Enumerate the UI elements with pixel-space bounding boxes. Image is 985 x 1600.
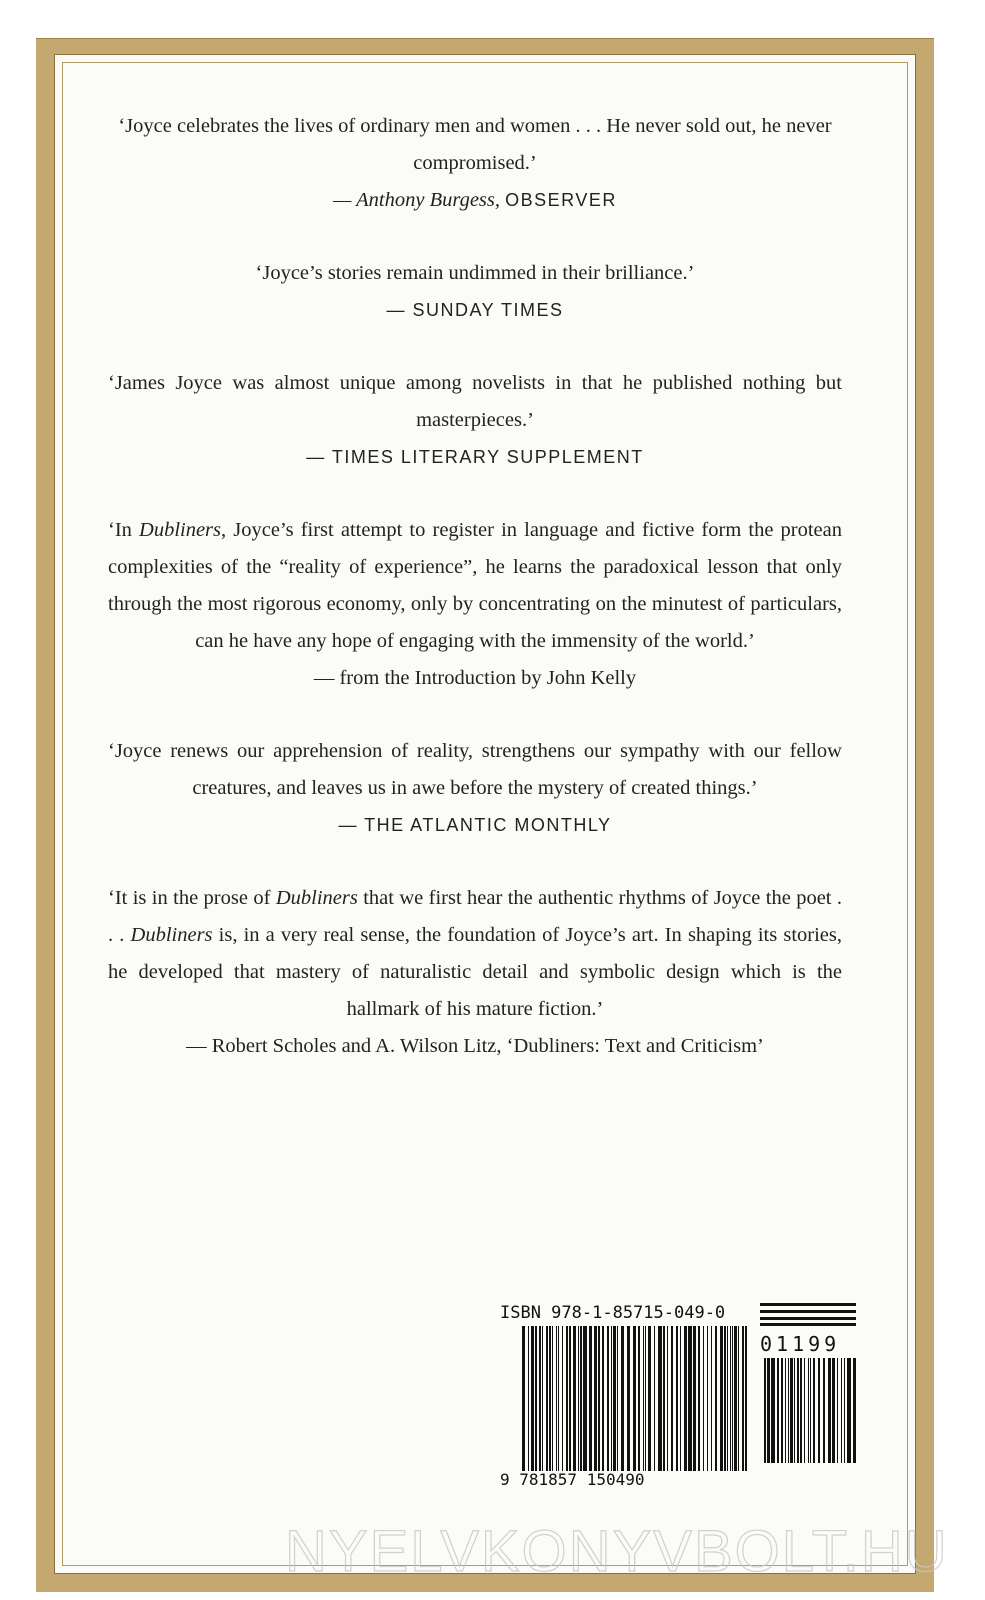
quote-text-part: , Joyce’s first attempt to register in language and fictive form the protean complexities of the “reality of experience”, he learns the paradoxical lesson that only through the most rigorous economy, only by concentrating on the minutest of particulars, can he have any hope of engaging with the immensity of the world.’	[108, 519, 842, 652]
barcode-bar	[790, 1358, 793, 1463]
barcode-bar	[528, 1326, 529, 1471]
quote-text	[108, 880, 842, 1028]
quote-text	[108, 512, 842, 660]
barcode-bar	[698, 1326, 700, 1471]
barcode-bar	[648, 1326, 651, 1471]
barcode-bar	[767, 1358, 770, 1463]
price-addon-barcode	[762, 1358, 857, 1463]
barcode-bar	[727, 1326, 728, 1471]
barcode-bar	[703, 1326, 704, 1471]
quote-text-part: is, in a very real sense, the foundation of Joyce’s art. In shaping its stories, he developed that mastery of naturalistic detail and symbolic design which is the hallmark of his mature fiction.’	[108, 924, 842, 1020]
barcode-bar	[837, 1358, 838, 1463]
barcode-bar	[569, 1326, 571, 1471]
barcode-bar	[558, 1326, 559, 1471]
barcode-bar	[800, 1358, 802, 1463]
barcode-bar	[617, 1326, 618, 1471]
quote-text-part: ‘In	[108, 519, 140, 541]
quote-introduction	[108, 512, 842, 697]
quote-text: ‘Joyce celebrates the lives of ordinary men and women . . . He never sold out, he never compromised.’	[118, 115, 832, 174]
barcode-bar	[804, 1358, 805, 1463]
barcode-bar	[573, 1326, 576, 1471]
barcode-bar	[771, 1358, 775, 1463]
barcode-bar	[594, 1326, 597, 1471]
barcode-bar	[676, 1326, 678, 1471]
barcode-bar	[810, 1358, 811, 1463]
barcode-bar	[844, 1358, 845, 1463]
barcode-bar	[711, 1326, 712, 1471]
attribution-source: — SUNDAY TIMES	[386, 300, 564, 320]
quote-tls	[108, 365, 842, 476]
quote-sunday-times	[108, 255, 842, 329]
price-code-lines	[760, 1302, 856, 1326]
barcode-bar	[578, 1326, 579, 1471]
barcode-bar	[552, 1326, 553, 1471]
barcode-bar	[732, 1326, 733, 1471]
quote-attribution	[108, 292, 842, 329]
barcode-bar	[693, 1326, 696, 1471]
barcode-bar	[633, 1326, 636, 1471]
book-title-italic: Dubliners	[275, 887, 358, 909]
quote-attribution	[108, 807, 842, 844]
barcode-bar	[764, 1358, 766, 1463]
barcode-bar	[688, 1326, 692, 1471]
barcode-bar	[684, 1326, 687, 1471]
quote-text-part: that we first hear the authentic rhythms of Joyce the poet . . .	[108, 887, 843, 946]
barcode-bar	[667, 1326, 668, 1471]
barcode-bar	[539, 1326, 541, 1471]
barcode-bar	[813, 1358, 815, 1463]
review-quotes	[108, 108, 842, 1101]
barcode-bar	[680, 1326, 681, 1471]
barcode-bar	[715, 1326, 717, 1471]
barcode-bar	[607, 1326, 609, 1471]
barcode-bar	[562, 1326, 563, 1471]
barcode-bar	[531, 1326, 534, 1471]
ean-digits: 9 781857 150490	[500, 1470, 645, 1489]
barcode-bar	[589, 1326, 592, 1471]
barcode-bar	[720, 1326, 723, 1471]
barcode-bar	[663, 1326, 665, 1471]
book-title-italic: Dubliners	[139, 519, 222, 541]
barcode-bar	[671, 1326, 673, 1471]
barcode-bar	[580, 1326, 582, 1471]
barcode-bar	[738, 1326, 739, 1471]
barcode-bar	[707, 1326, 708, 1471]
attribution-name: — Anthony Burgess,	[333, 189, 500, 211]
barcode-bar	[621, 1326, 624, 1471]
barcode-bar	[808, 1358, 809, 1463]
barcode-bar	[797, 1358, 799, 1463]
barcode-bar	[818, 1358, 820, 1463]
barcode-bar	[542, 1326, 543, 1471]
barcode-bar	[781, 1358, 783, 1463]
barcode-bar	[788, 1358, 789, 1463]
barcode-bar	[841, 1358, 842, 1463]
barcode-bar	[556, 1326, 557, 1471]
quote-text: ‘James Joyce was almost unique among novelists in that he published nothing but masterpieces.’	[108, 372, 842, 431]
barcode-bar	[566, 1326, 568, 1471]
ean-barcode	[520, 1326, 750, 1471]
quote-scholes-litz	[108, 880, 842, 1065]
barcode-bar	[658, 1326, 662, 1471]
barcode-bar	[549, 1326, 551, 1471]
barcode-bar	[583, 1326, 587, 1471]
quote-text: ‘Joyce’s stories remain undimmed in their brilliance.’	[255, 262, 695, 284]
quote-text: ‘Joyce renews our apprehension of reality, strengthens our sympathy with our fellow creatures, and leaves us in awe before the mystery of created things.’	[108, 740, 842, 799]
barcode-bar	[777, 1358, 779, 1463]
barcode-bar	[627, 1326, 630, 1471]
attribution-source: — TIMES LITERARY SUPPLEMENT	[306, 447, 644, 467]
barcode-bar	[794, 1358, 795, 1463]
attribution-source: OBSERVER	[505, 190, 617, 210]
book-title-italic: Dubliners	[130, 924, 213, 946]
attribution-source: — THE ATLANTIC MONTHLY	[338, 815, 612, 835]
barcode-bar	[602, 1326, 604, 1471]
barcode-bar	[611, 1326, 612, 1471]
barcode-bar	[785, 1358, 786, 1463]
barcode-bar	[522, 1326, 525, 1471]
quote-atlantic	[108, 733, 842, 844]
barcode-bar	[643, 1326, 644, 1471]
barcode-bar	[645, 1326, 646, 1471]
barcode-bar	[745, 1326, 747, 1471]
price-code: 01199	[760, 1332, 841, 1356]
watermark: NYELVKONYVBOLT.HU	[285, 1519, 949, 1584]
barcode-bar	[742, 1326, 744, 1471]
barcode-bar	[730, 1326, 731, 1471]
barcode-bar	[546, 1326, 548, 1471]
barcode-bar	[828, 1358, 831, 1463]
quote-attribution	[108, 439, 842, 476]
barcode-bar	[832, 1358, 835, 1463]
barcode-bar	[598, 1326, 600, 1471]
barcode-bar	[734, 1326, 737, 1471]
quote-burgess	[108, 108, 842, 219]
quote-text-part: ‘It is in the prose of	[108, 887, 276, 909]
quote-attribution: — Robert Scholes and A. Wilson Litz, ‘Dubliners: Text and Criticism’	[186, 1035, 764, 1057]
barcode-bar	[847, 1358, 851, 1463]
quote-attribution: — from the Introduction by John Kelly	[313, 667, 637, 689]
barcode-bar	[535, 1326, 537, 1471]
barcode-bar	[613, 1326, 616, 1471]
barcode-bar	[654, 1326, 655, 1471]
isbn-label: ISBN 978-1-85715-049-0	[500, 1303, 726, 1323]
barcode-bar	[638, 1326, 640, 1471]
quote-attribution	[108, 182, 842, 219]
barcode-bar	[724, 1326, 726, 1471]
barcode-bar	[823, 1358, 825, 1463]
barcode-bar	[853, 1358, 856, 1463]
